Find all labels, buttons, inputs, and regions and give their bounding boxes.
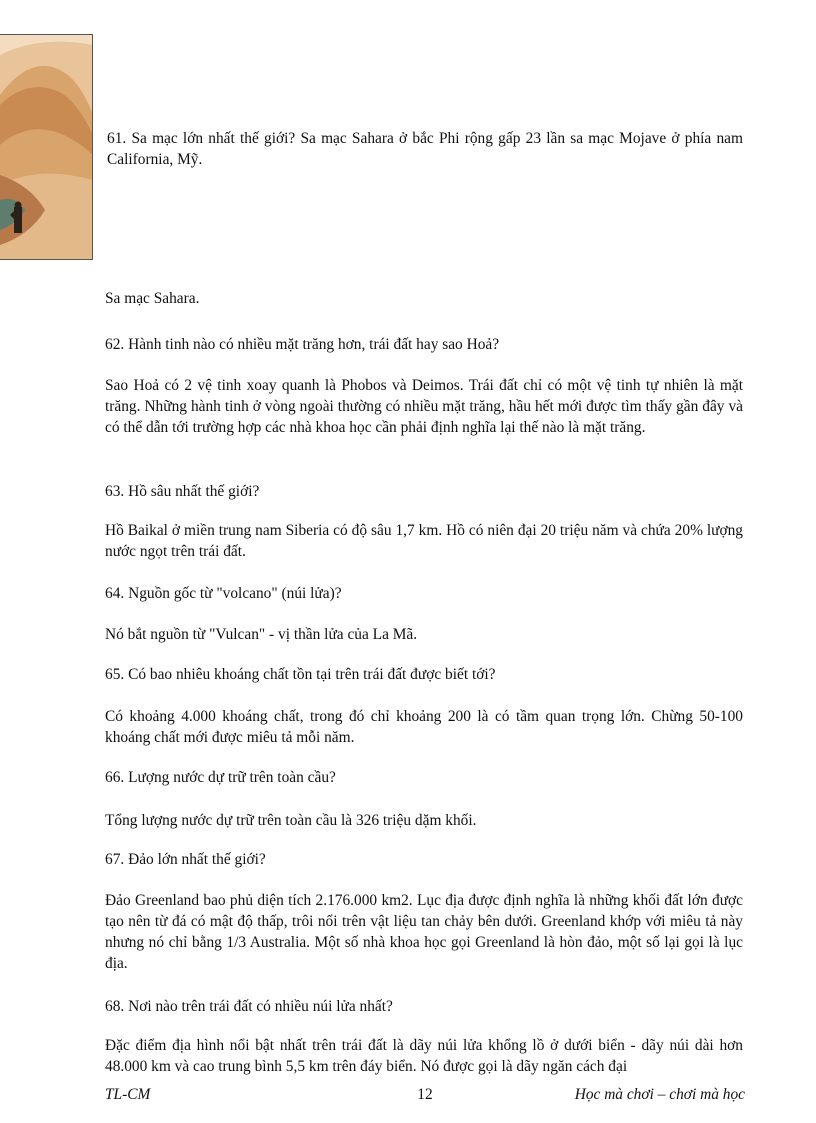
answer-62: Sao Hoả có 2 vệ tinh xoay quanh là Phobos và Deimos. Trái đất chỉ có một vệ tinh tự nhiên là mặt trăng. Những hành tinh ở vòng ngoài thường có nhiều mặt trăng, hầu hết mới được tìm thấy gần đây và có thể dẫn tới trường hợp các nhà khoa học cần phải định nghĩa lại thế nào là mặt trăng.: [105, 377, 743, 436]
answer-65: Có khoảng 4.000 khoáng chất, trong đó chỉ khoảng 200 là có tầm quan trọng lớn. Chừng 50-100 khoáng chất mới được miêu tả mỗi năm.: [105, 708, 743, 746]
question-63: 63. Hồ sâu nhất thế giới?: [105, 483, 260, 500]
page-footer: [105, 1086, 745, 1108]
answer-64: Nó bắt nguồn từ "Vulcan" - vị thần lửa của La Mã.: [105, 626, 418, 643]
footer-right-label: Học mà chơi – chơi mà học: [574, 1086, 745, 1103]
answer-66: Tổng lượng nước dự trữ trên toàn cầu là 326 triệu dặm khối.: [105, 812, 477, 829]
desert-photo: [0, 34, 93, 260]
answer-68: Đặc điểm địa hình nổi bật nhất trên trái đất là dãy núi lửa khổng lồ ở dưới biển - dãy núi dài hơn 48.000 km và cao trung bình 5,5 km trên đáy biển. Nó được gọi là dãy ngăn cách đại: [105, 1037, 743, 1075]
page-number: 12: [417, 1086, 433, 1103]
question-68: 68. Nơi nào trên trái đất có nhiều núi lửa nhất?: [105, 998, 393, 1015]
desert-dunes-image: [0, 35, 93, 260]
question-62: 62. Hành tinh nào có nhiều mặt trăng hơn, trái đất hay sao Hoả?: [105, 336, 500, 353]
answer-61: Sa mạc Sahara.: [105, 290, 200, 307]
answer-67: Đảo Greenland bao phủ diện tích 2.176.000 km2. Lục địa được định nghĩa là những khối đất lớn được tạo nên từ đá có mật độ thấp, trôi nổi trên vật liệu tan chảy bên dưới. Greenland khớp với miêu tả này nhưng nó chỉ bằng 1/3 Australia. Một số nhà khoa học gọi Greenland là hòn đảo, một số lại gọi là lục địa.: [105, 892, 743, 972]
answer-63: Hồ Baikal ở miền trung nam Siberia có độ sâu 1,7 km. Hồ có niên đại 20 triệu năm và chứa 20% lượng nước ngọt trên trái đất.: [105, 522, 743, 560]
question-65: 65. Có bao nhiêu khoáng chất tồn tại trên trái đất được biết tới?: [105, 666, 496, 683]
question-66: 66. Lượng nước dự trữ trên toàn cầu?: [105, 769, 336, 786]
question-61: 61. Sa mạc lớn nhất thế giới? Sa mạc Sahara ở bắc Phi rộng gấp 23 lần sa mạc Mojave ở phía nam California, Mỹ.: [107, 130, 743, 168]
footer-left-label: TL-CM: [105, 1086, 151, 1103]
question-67: 67. Đảo lớn nhất thế giới?: [105, 851, 266, 868]
question-64: 64. Nguồn gốc từ "volcano" (núi lửa)?: [105, 585, 342, 602]
